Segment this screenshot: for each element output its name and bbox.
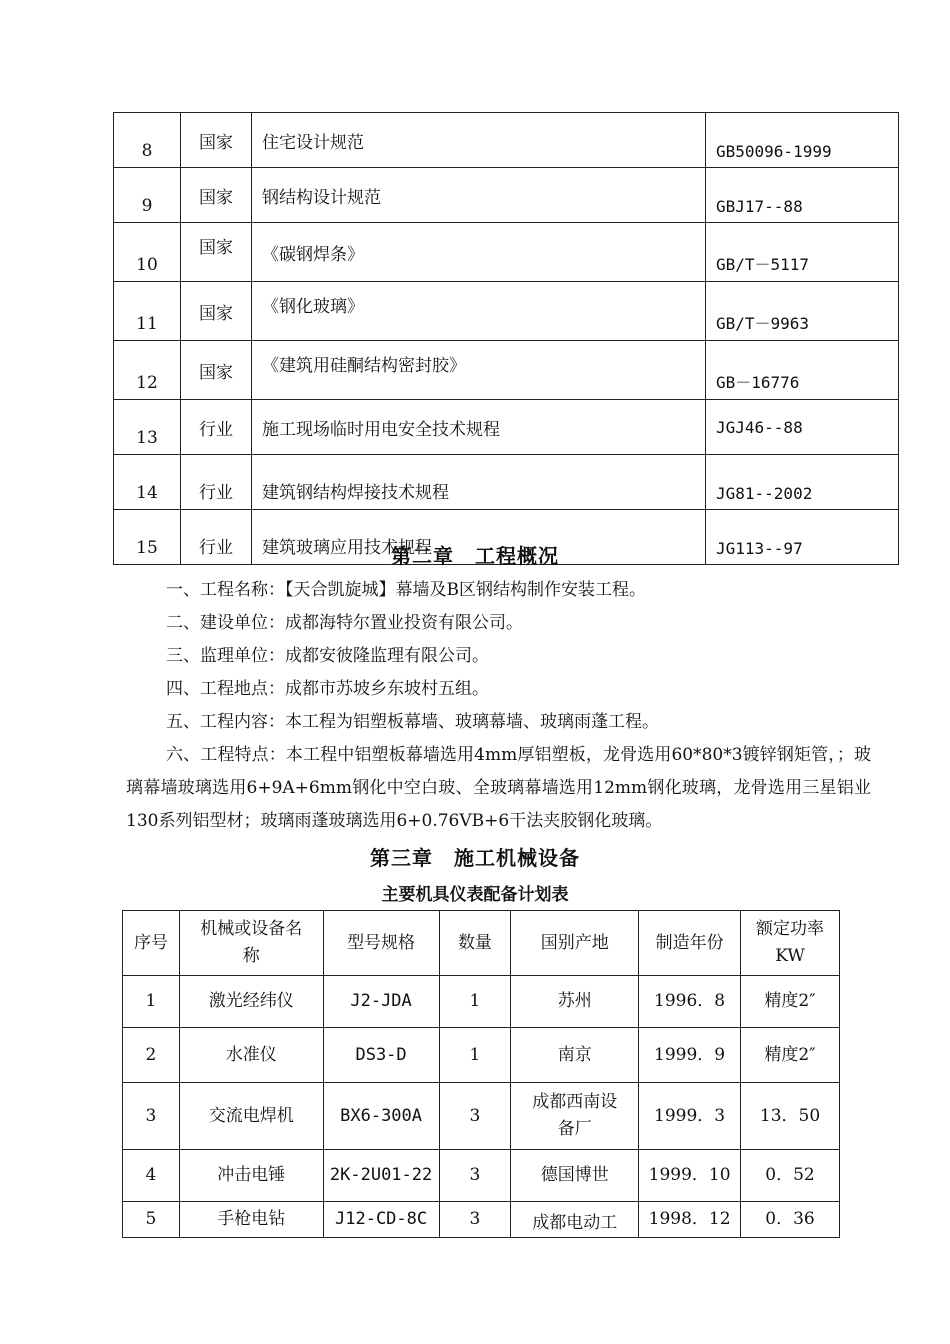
standard-name: 《建筑用硅酮结构密封胶》 xyxy=(252,341,706,400)
cell-no: 2 xyxy=(123,1028,180,1083)
cell-power: 0．52 xyxy=(741,1150,840,1202)
chapter2-item-3: 三、监理单位：成都安彼隆监理有限公司。 xyxy=(166,646,489,666)
standard-level: 国家 xyxy=(181,282,252,341)
chapter2-title: 第二章 工程概况 xyxy=(391,544,559,568)
equipment-table-title: 主要机具仪表配备计划表 xyxy=(381,885,569,905)
header-power-line2: KW xyxy=(775,946,805,966)
standard-code: GB－16776 xyxy=(706,341,899,400)
row-number: 8 xyxy=(114,113,181,168)
standards-table xyxy=(113,112,899,565)
table-row xyxy=(114,282,899,341)
cell-power: 精度2″ xyxy=(741,976,840,1028)
chapter2-item-4: 四、工程地点：成都市苏坡乡东坡村五组。 xyxy=(166,679,489,699)
standard-name: 施工现场临时用电安全技术规程 xyxy=(252,400,706,455)
row-number: 13 xyxy=(114,400,181,455)
chapter2-item-5: 五、工程内容：本工程为铝塑板幕墙、玻璃幕墙、玻璃雨蓬工程。 xyxy=(166,712,659,732)
cell-no: 1 xyxy=(123,976,180,1028)
cell-year: 1999．3 xyxy=(639,1083,741,1150)
cell-name: 交流电焊机 xyxy=(179,1083,323,1150)
table-row xyxy=(123,1028,840,1083)
cell-name: 水准仪 xyxy=(179,1028,323,1083)
standard-code: GB/T－9963 xyxy=(706,282,899,341)
header-year: 制造年份 xyxy=(639,911,741,976)
standard-code: JGJ46--88 xyxy=(706,400,899,455)
cell-qty: 1 xyxy=(439,976,511,1028)
cell-origin: 苏州 xyxy=(511,976,639,1028)
header-name-line1: 机械或设备名 xyxy=(200,919,303,939)
cell-origin: 成都电动工 xyxy=(511,1202,639,1238)
cell-name: 冲击电锤 xyxy=(179,1150,323,1202)
standard-name: 建筑钢结构焊接技术规程 xyxy=(252,455,706,510)
standard-name: 《钢化玻璃》 xyxy=(252,282,706,341)
table-header-row xyxy=(123,911,840,976)
header-model: 型号规格 xyxy=(323,911,439,976)
header-power-line1: 额定功率 xyxy=(756,919,825,939)
cell-power: 13．50 xyxy=(741,1083,840,1150)
table-row xyxy=(123,1083,840,1150)
header-name-line2: 称 xyxy=(242,946,260,966)
standard-code: GB/T－5117 xyxy=(706,223,899,282)
equipment-table xyxy=(122,910,840,1238)
cell-origin xyxy=(511,1083,639,1150)
cell-model: BX6-300A xyxy=(323,1083,439,1150)
standard-level: 国家 xyxy=(181,223,252,282)
chapter3-title: 第三章 施工机械设备 xyxy=(370,846,580,870)
standard-name: 建筑玻璃应用技术规程 xyxy=(252,510,706,565)
table-row xyxy=(123,1202,840,1238)
table-row xyxy=(114,341,899,400)
cell-origin: 南京 xyxy=(511,1028,639,1083)
cell-no: 4 xyxy=(123,1150,180,1202)
cell-year: 1996．8 xyxy=(639,976,741,1028)
header-qty: 数量 xyxy=(439,911,511,976)
row-number: 10 xyxy=(114,223,181,282)
cell-power: 0．36 xyxy=(741,1202,840,1238)
header-power xyxy=(741,911,840,976)
cell-name: 手枪电钻 xyxy=(179,1202,323,1238)
cell-name: 激光经纬仪 xyxy=(179,976,323,1028)
header-origin: 国别产地 xyxy=(511,911,639,976)
standard-level: 行业 xyxy=(181,510,252,565)
cell-year: 1998．12 xyxy=(639,1202,741,1238)
table-row xyxy=(114,223,899,282)
chapter2-item-6: 六、工程特点：本工程中铝塑板幕墙选用4mm厚铝塑板，龙骨选用60*80*3镀锌钢矩管，；玻璃幕墙玻璃选用6+9A+6mm钢化中空白玻、全玻璃幕墙选用12mm钢化玻璃，龙骨选用三星铝业130系列铝型材；玻璃雨蓬玻璃选用6+0.76VB+6干法夹胶钢化玻璃。 xyxy=(126,745,871,831)
table-row xyxy=(114,113,899,168)
standard-name: 住宅设计规范 xyxy=(252,113,706,168)
cell-origin-line1: 成都西南设 xyxy=(532,1092,618,1112)
cell-qty: 3 xyxy=(439,1150,511,1202)
standard-code: GB50096-1999 xyxy=(706,113,899,168)
standard-level: 行业 xyxy=(181,400,252,455)
header-no: 序号 xyxy=(123,911,180,976)
standard-level: 国家 xyxy=(181,168,252,223)
standard-name: 钢结构设计规范 xyxy=(252,168,706,223)
cell-model: DS3-D xyxy=(323,1028,439,1083)
table-row xyxy=(114,455,899,510)
standard-level: 国家 xyxy=(181,113,252,168)
cell-qty: 3 xyxy=(439,1202,511,1238)
standard-code: JG113--97 xyxy=(706,510,899,565)
cell-model: J12-CD-8C xyxy=(323,1202,439,1238)
table-row xyxy=(123,976,840,1028)
table-row xyxy=(114,168,899,223)
cell-qty: 3 xyxy=(439,1083,511,1150)
cell-year: 1999．10 xyxy=(639,1150,741,1202)
row-number: 12 xyxy=(114,341,181,400)
row-number: 9 xyxy=(114,168,181,223)
row-number: 14 xyxy=(114,455,181,510)
standard-level: 行业 xyxy=(181,455,252,510)
table-row xyxy=(123,1150,840,1202)
standard-code: GBJ17--88 xyxy=(706,168,899,223)
cell-model: J2-JDA xyxy=(323,976,439,1028)
row-number: 11 xyxy=(114,282,181,341)
standard-name: 《碳钢焊条》 xyxy=(252,223,706,282)
chapter2-item-2: 二、建设单位：成都海特尔置业投资有限公司。 xyxy=(166,613,523,633)
cell-qty: 1 xyxy=(439,1028,511,1083)
standard-code: JG81--2002 xyxy=(706,455,899,510)
cell-no: 3 xyxy=(123,1083,180,1150)
cell-origin-line2: 备厂 xyxy=(557,1119,592,1139)
standard-level: 国家 xyxy=(181,341,252,400)
cell-power: 精度2″ xyxy=(741,1028,840,1083)
cell-no: 5 xyxy=(123,1202,180,1238)
cell-model: 2K-2U01-22 xyxy=(323,1150,439,1202)
row-number: 15 xyxy=(114,510,181,565)
header-name xyxy=(179,911,323,976)
cell-origin: 德国博世 xyxy=(511,1150,639,1202)
chapter2-item-1: 一、工程名称：【天合凯旋城】幕墙及B区钢结构制作安装工程。 xyxy=(166,580,646,600)
cell-year: 1999．9 xyxy=(639,1028,741,1083)
table-row xyxy=(114,400,899,455)
